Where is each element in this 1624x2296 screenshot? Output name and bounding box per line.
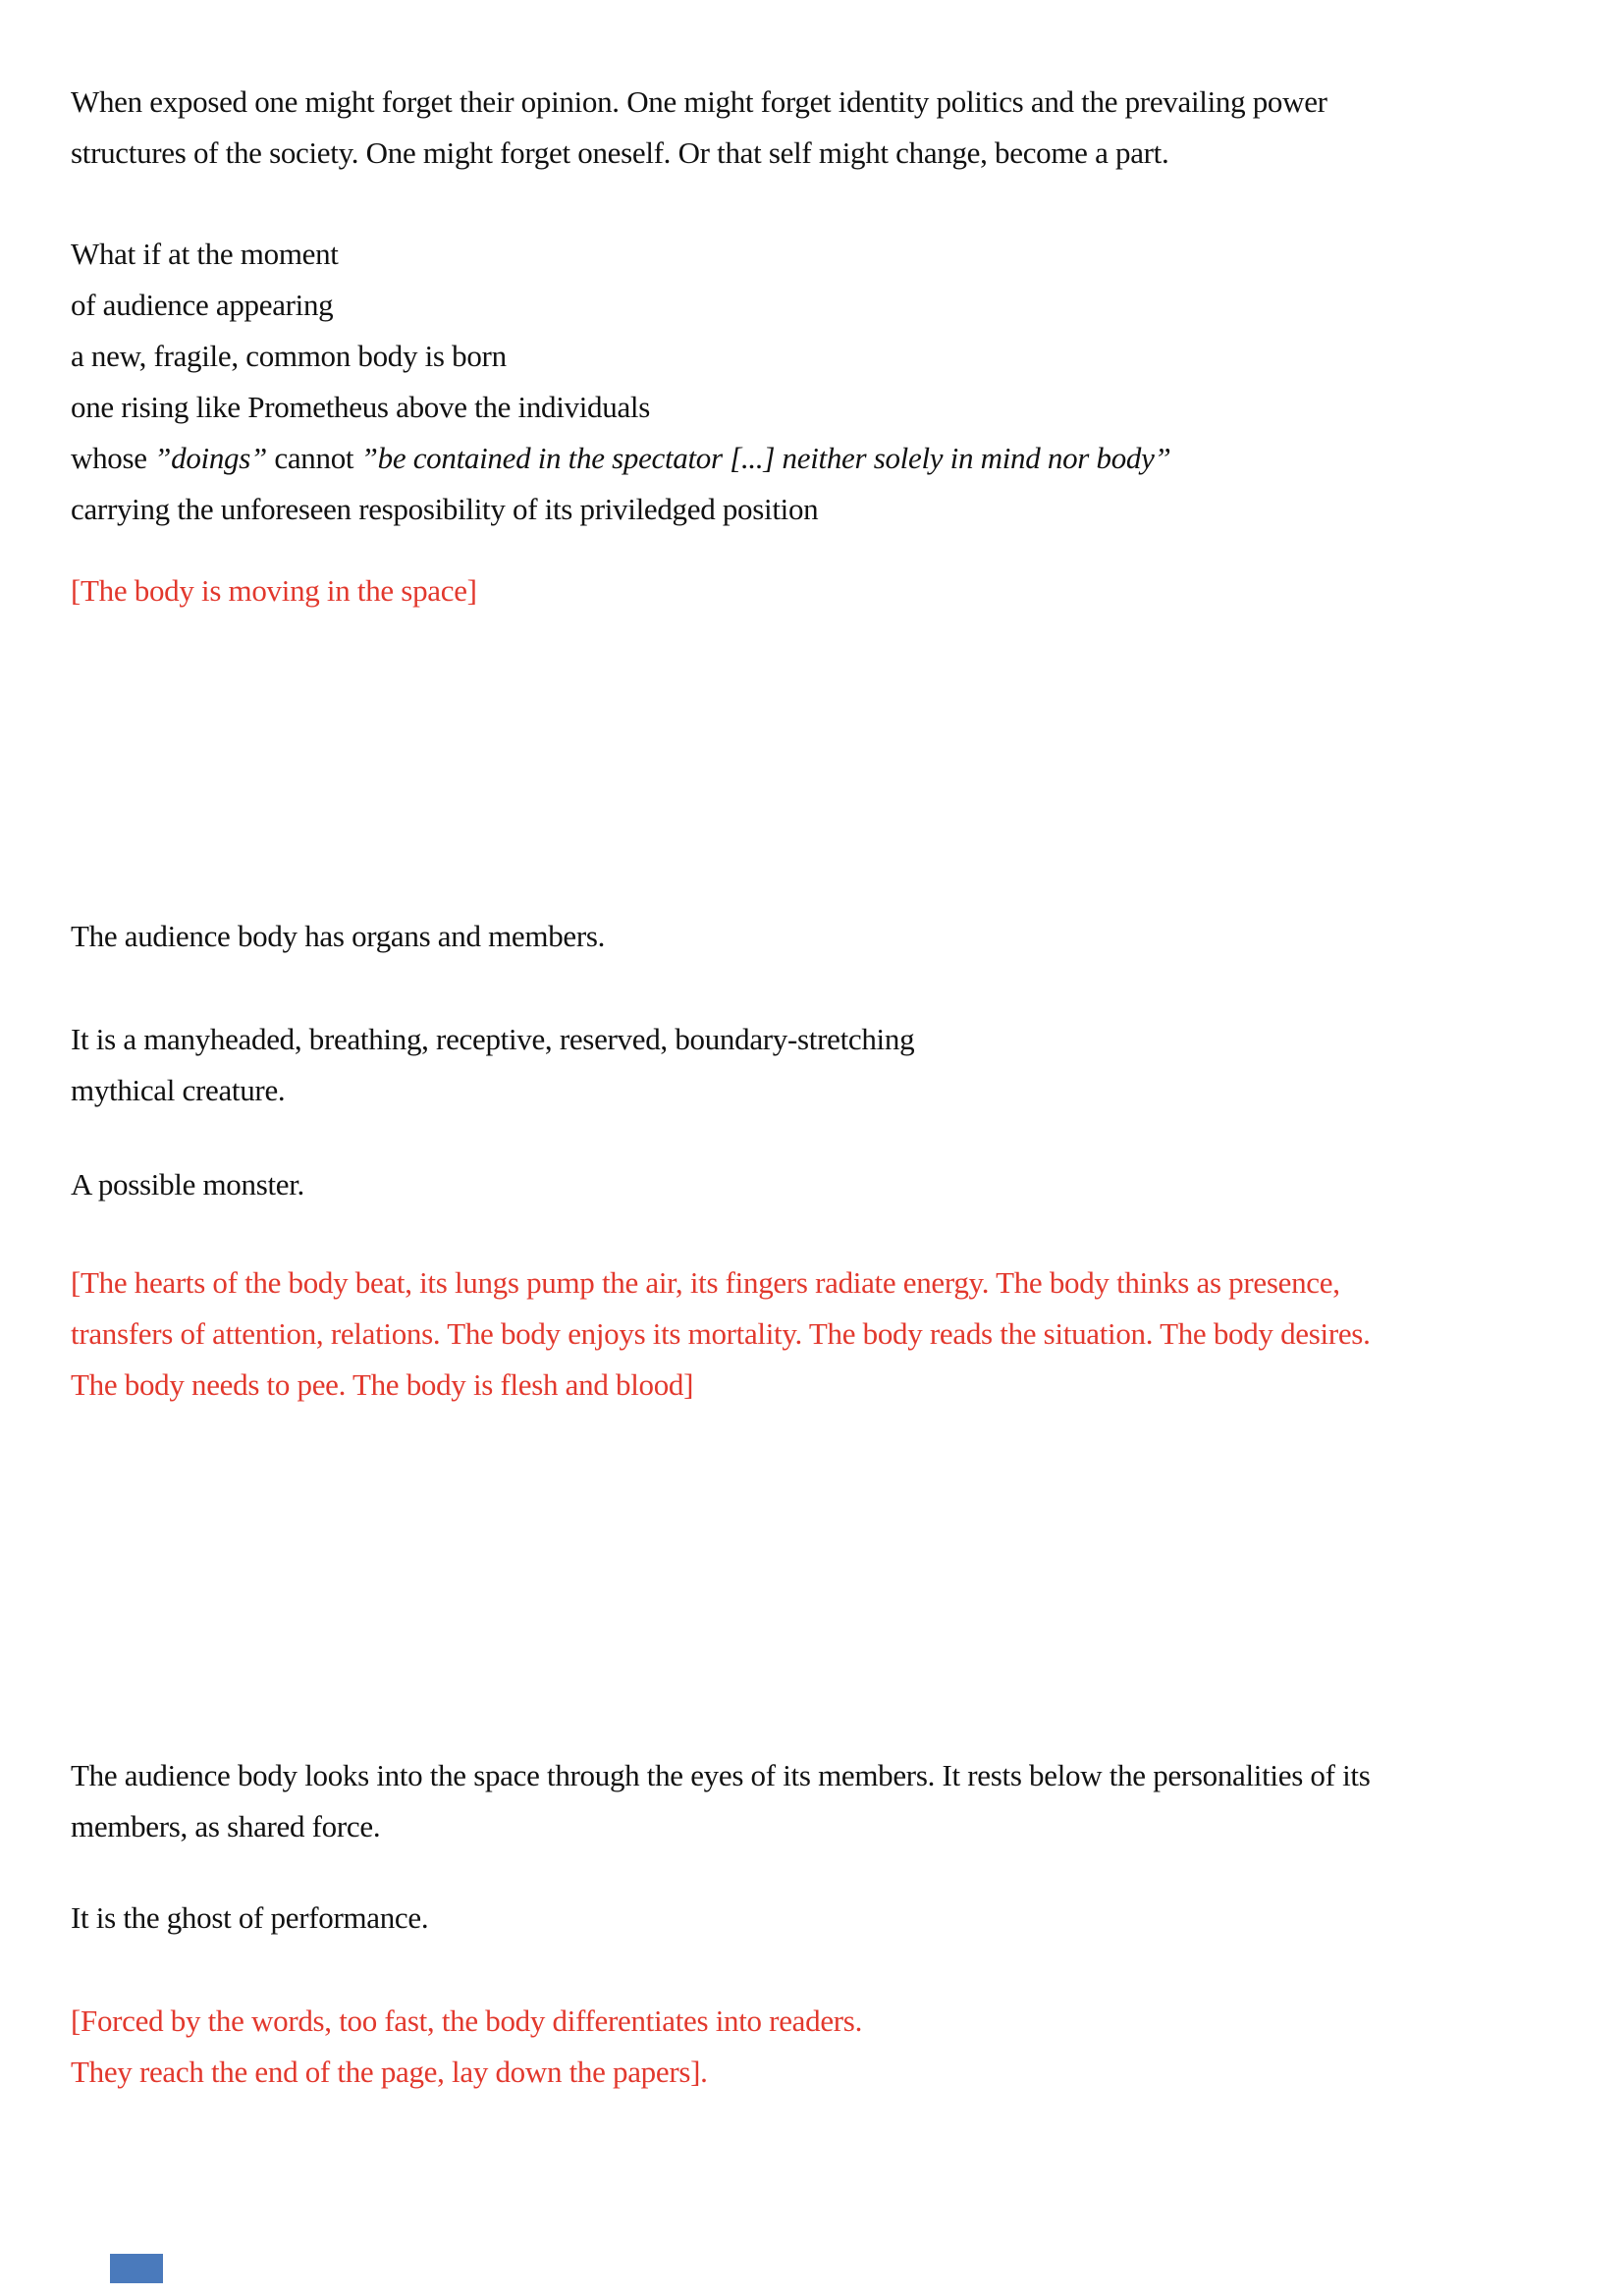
- text-segment: When exposed one might forget their opinion. One might forget identity politics and the prevailing power: [71, 84, 1327, 119]
- text-segment: [The body is moving in the space]: [71, 573, 477, 608]
- text-line: [71, 280, 1565, 331]
- text-paragraph: [71, 1159, 1565, 1210]
- text-paragraph: [71, 1014, 1565, 1116]
- text-line: [71, 229, 1565, 280]
- text-segment: a new, fragile, common body is born: [71, 339, 507, 373]
- text-line: [71, 1014, 1565, 1065]
- text-segment: [Forced by the words, too fast, the body differentiates into readers.: [71, 2003, 863, 2038]
- text-paragraph: [71, 911, 1565, 962]
- stage-direction-paragraph: [71, 565, 1565, 616]
- text-segment: of audience appearing: [71, 288, 334, 322]
- page-content: [71, 0, 1565, 2098]
- stage-direction-paragraph: [71, 1996, 1565, 2098]
- text-segment: carrying the unforeseen resposibility of its priviledged position: [71, 492, 819, 526]
- text-paragraph: [71, 1893, 1565, 1944]
- quoted-italic-segment: ”be contained in the spectator [...] neither solely in mind nor body”: [360, 441, 1171, 475]
- text-line: [71, 1308, 1565, 1360]
- text-line: [71, 1801, 1565, 1852]
- text-line: [71, 128, 1565, 179]
- text-line: [71, 1159, 1565, 1210]
- text-segment: cannot: [266, 441, 361, 475]
- text-segment: structures of the society. One might forget oneself. Or that self might change, become a part.: [71, 135, 1169, 170]
- text-line: [71, 1893, 1565, 1944]
- stage-direction-paragraph: [71, 1257, 1565, 1411]
- text-segment: They reach the end of the page, lay down the papers].: [71, 2055, 708, 2089]
- text-line: [71, 1360, 1565, 1411]
- text-segment: What if at the moment: [71, 237, 339, 271]
- text-paragraph: [71, 77, 1565, 179]
- text-segment: members, as shared force.: [71, 1809, 381, 1843]
- text-line: [71, 1065, 1565, 1116]
- text-line: [71, 382, 1565, 433]
- text-segment: It is a manyheaded, breathing, receptive, reserved, boundary-stretching: [71, 1022, 915, 1056]
- text-paragraph: [71, 1750, 1565, 1852]
- text-segment: [The hearts of the body beat, its lungs pump the air, its fingers radiate energy. The body thinks as presence,: [71, 1265, 1340, 1300]
- text-line: [71, 911, 1565, 962]
- blue-mark: [110, 2254, 163, 2283]
- text-paragraph: [71, 229, 1565, 535]
- text-segment: A possible monster.: [71, 1167, 305, 1201]
- text-segment: The audience body has organs and members.: [71, 919, 606, 953]
- text-line: [71, 2047, 1565, 2098]
- text-line: [71, 484, 1565, 535]
- text-segment: whose: [71, 441, 155, 475]
- text-segment: mythical creature.: [71, 1073, 286, 1107]
- text-line: [71, 1257, 1565, 1308]
- text-segment: one rising like Prometheus above the individuals: [71, 390, 650, 424]
- text-segment: The audience body looks into the space through the eyes of its members. It rests below the personalities of its: [71, 1758, 1371, 1792]
- text-line: [71, 1750, 1565, 1801]
- text-line: [71, 1996, 1565, 2047]
- text-line: [71, 433, 1565, 484]
- quoted-italic-segment: ”doings”: [154, 441, 267, 475]
- text-segment: transfers of attention, relations. The body enjoys its mortality. The body reads the situation. The body desires.: [71, 1316, 1371, 1351]
- text-line: [71, 565, 1565, 616]
- text-segment: The body needs to pee. The body is flesh and blood]: [71, 1367, 694, 1402]
- text-line: [71, 331, 1565, 382]
- text-segment: It is the ghost of performance.: [71, 1900, 429, 1935]
- text-line: [71, 77, 1565, 128]
